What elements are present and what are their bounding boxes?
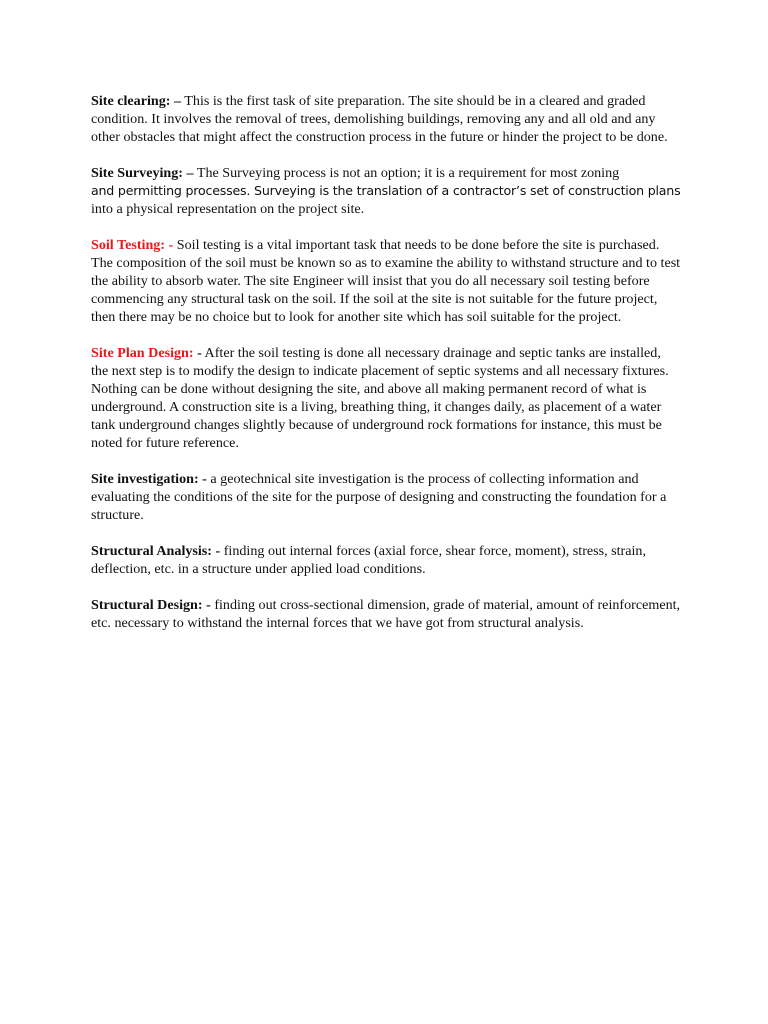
section-soil-testing xyxy=(91,236,681,326)
section-heading: Site Plan Design: xyxy=(91,345,194,361)
section-heading: Structural Analysis: - xyxy=(91,543,221,559)
section-site-surveying xyxy=(91,164,681,218)
section-body: a geotechnical site investigation is the process of collecting information and evaluating the conditions of the site for the purpose of designing and constructing the foundation for a structure. xyxy=(91,471,667,523)
section-body: Soil testing is a vital important task that needs to be done before the site is purchased. The composition of the soil must be known so as to examine the ability to withstand structure and to test the ability to absorb water. The site Engineer will insist that you do all necessary soil testing before commencing any structural task on the soil. If the soil at the site is not suitable for the future project, then there may be no choice but to look for another site which has soil suitable for the project. xyxy=(91,237,681,325)
section-heading: Site investigation: - xyxy=(91,471,207,487)
section-site-investigation xyxy=(91,470,681,524)
section-body: After the soil testing is done all necessary drainage and septic tanks are installed, the next step is to modify the design to indicate placement of septic systems and all necessary fixtures. Nothing can be done without designing the site, and above all making permanent record of what is underground. A construction site is a living, breathing thing, it changes daily, as placement of a water tank underground changes slightly because of underground rock formations for instance, this must be noted for future reference. xyxy=(91,345,669,451)
section-heading: Structural Design: - xyxy=(91,597,211,613)
section-body: and permitting processes. Surveying is the translation of a contractor’s set of construction plans xyxy=(91,183,681,198)
section-body: The Surveying process is not an option; it is a requirement for most zoning xyxy=(193,165,620,181)
section-site-plan-design xyxy=(91,344,681,452)
section-heading-dash: - xyxy=(193,345,202,361)
section-heading: Soil Testing: - xyxy=(91,237,174,253)
section-structural-analysis xyxy=(91,542,681,578)
document-body xyxy=(91,92,681,650)
section-site-clearing xyxy=(91,92,681,146)
section-structural-design xyxy=(91,596,681,632)
section-heading: Site Surveying: – xyxy=(91,165,194,181)
section-body: finding out cross-sectional dimension, grade of material, amount of reinforcement, etc. necessary to withstand the internal forces that we have got from structural analysis. xyxy=(91,597,681,631)
section-body: into a physical representation on the project site. xyxy=(91,201,365,217)
section-heading: Site clearing: – xyxy=(91,93,182,109)
section-body: finding out internal forces (axial force, shear force, moment), stress, strain, deflection, etc. in a structure under applied load conditions. xyxy=(91,543,646,577)
section-body: This is the first task of site preparation. The site should be in a cleared and graded condition. It involves the removal of trees, demolishing buildings, removing any and all old and any other obstacles that might affect the construction process in the future or hinder the project to be done. xyxy=(91,93,668,145)
